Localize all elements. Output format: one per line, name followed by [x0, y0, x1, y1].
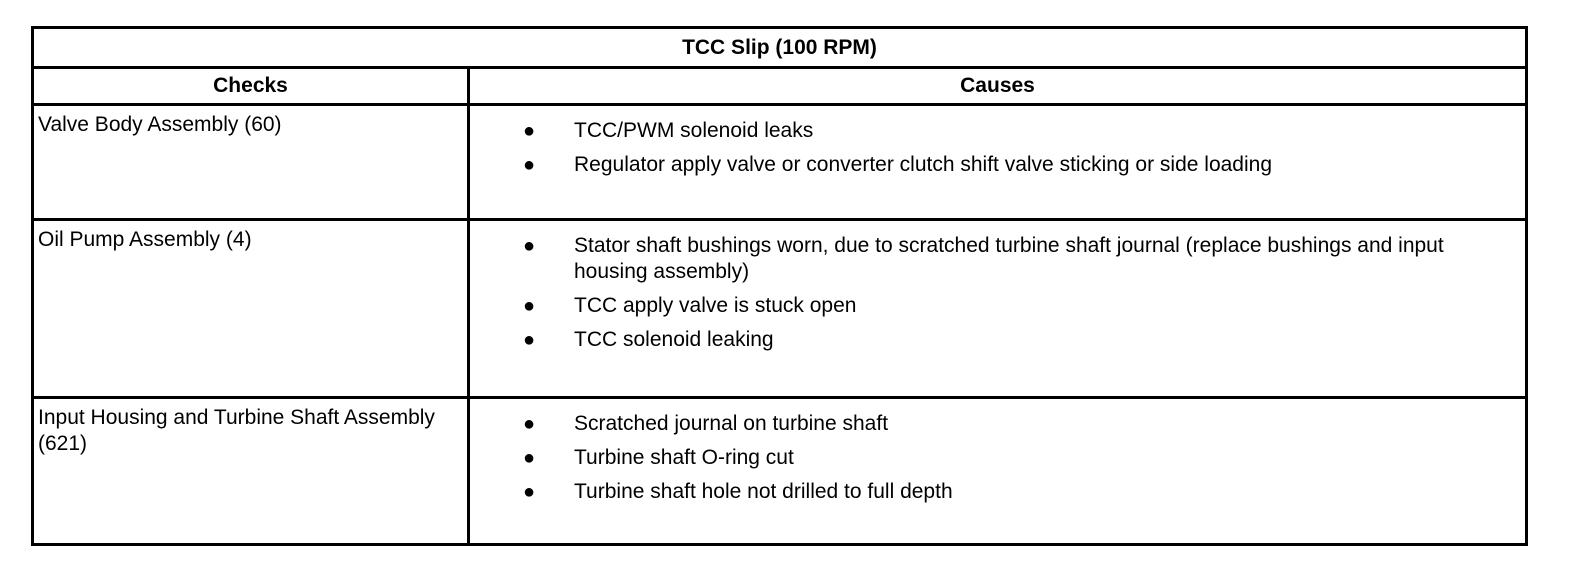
- cause-item: [470, 327, 1505, 353]
- bullet-icon: ●: [523, 329, 536, 352]
- diagnosis-table: [31, 26, 1528, 546]
- cause-text: Regulator apply valve or converter clutch shift valve sticking or side loading: [574, 153, 1273, 177]
- cause-item: [470, 233, 1505, 285]
- cause-item: [470, 118, 1505, 144]
- cause-item: [470, 411, 1505, 437]
- bullet-icon: ●: [523, 446, 536, 469]
- cause-text: Turbine shaft O-ring cut: [574, 445, 794, 469]
- causes-cell: [469, 220, 1527, 397]
- causes-cell: [469, 105, 1527, 220]
- cause-text: TCC/PWM solenoid leaks: [574, 119, 814, 143]
- cause-text: Turbine shaft hole not drilled to full depth: [574, 479, 953, 503]
- bullet-icon: ●: [523, 480, 536, 503]
- causes-list: [470, 233, 1505, 353]
- causes-list: [470, 118, 1505, 178]
- cause-text: Scratched journal on turbine shaft: [574, 411, 889, 435]
- bullet-icon: ●: [523, 412, 536, 435]
- bullet-icon: ●: [523, 120, 536, 143]
- cause-item: [470, 479, 1505, 505]
- check-cell: Valve Body Assembly (60): [33, 105, 469, 220]
- cause-text: Stator shaft bushings worn, due to scratched turbine shaft journal (replace bushings and input housing assembly): [574, 234, 1444, 284]
- table-title: TCC Slip (100 RPM): [33, 28, 1527, 68]
- bullet-icon: ●: [523, 154, 536, 177]
- cause-item: [470, 152, 1505, 178]
- check-cell: Oil Pump Assembly (4): [33, 220, 469, 397]
- table-row: [33, 220, 1527, 397]
- bullet-icon: ●: [523, 295, 536, 318]
- table-row: [33, 397, 1527, 544]
- column-header-checks: Checks: [33, 68, 469, 105]
- table-row: [33, 105, 1527, 220]
- cause-item: [470, 445, 1505, 471]
- cause-text: TCC solenoid leaking: [574, 328, 774, 352]
- column-header-causes: Causes: [469, 68, 1527, 105]
- check-cell: Input Housing and Turbine Shaft Assembly (621): [33, 397, 469, 544]
- causes-list: [470, 411, 1505, 505]
- cause-item: [470, 293, 1505, 319]
- causes-cell: [469, 397, 1527, 544]
- cause-text: TCC apply valve is stuck open: [574, 294, 857, 318]
- bullet-icon: ●: [523, 235, 536, 258]
